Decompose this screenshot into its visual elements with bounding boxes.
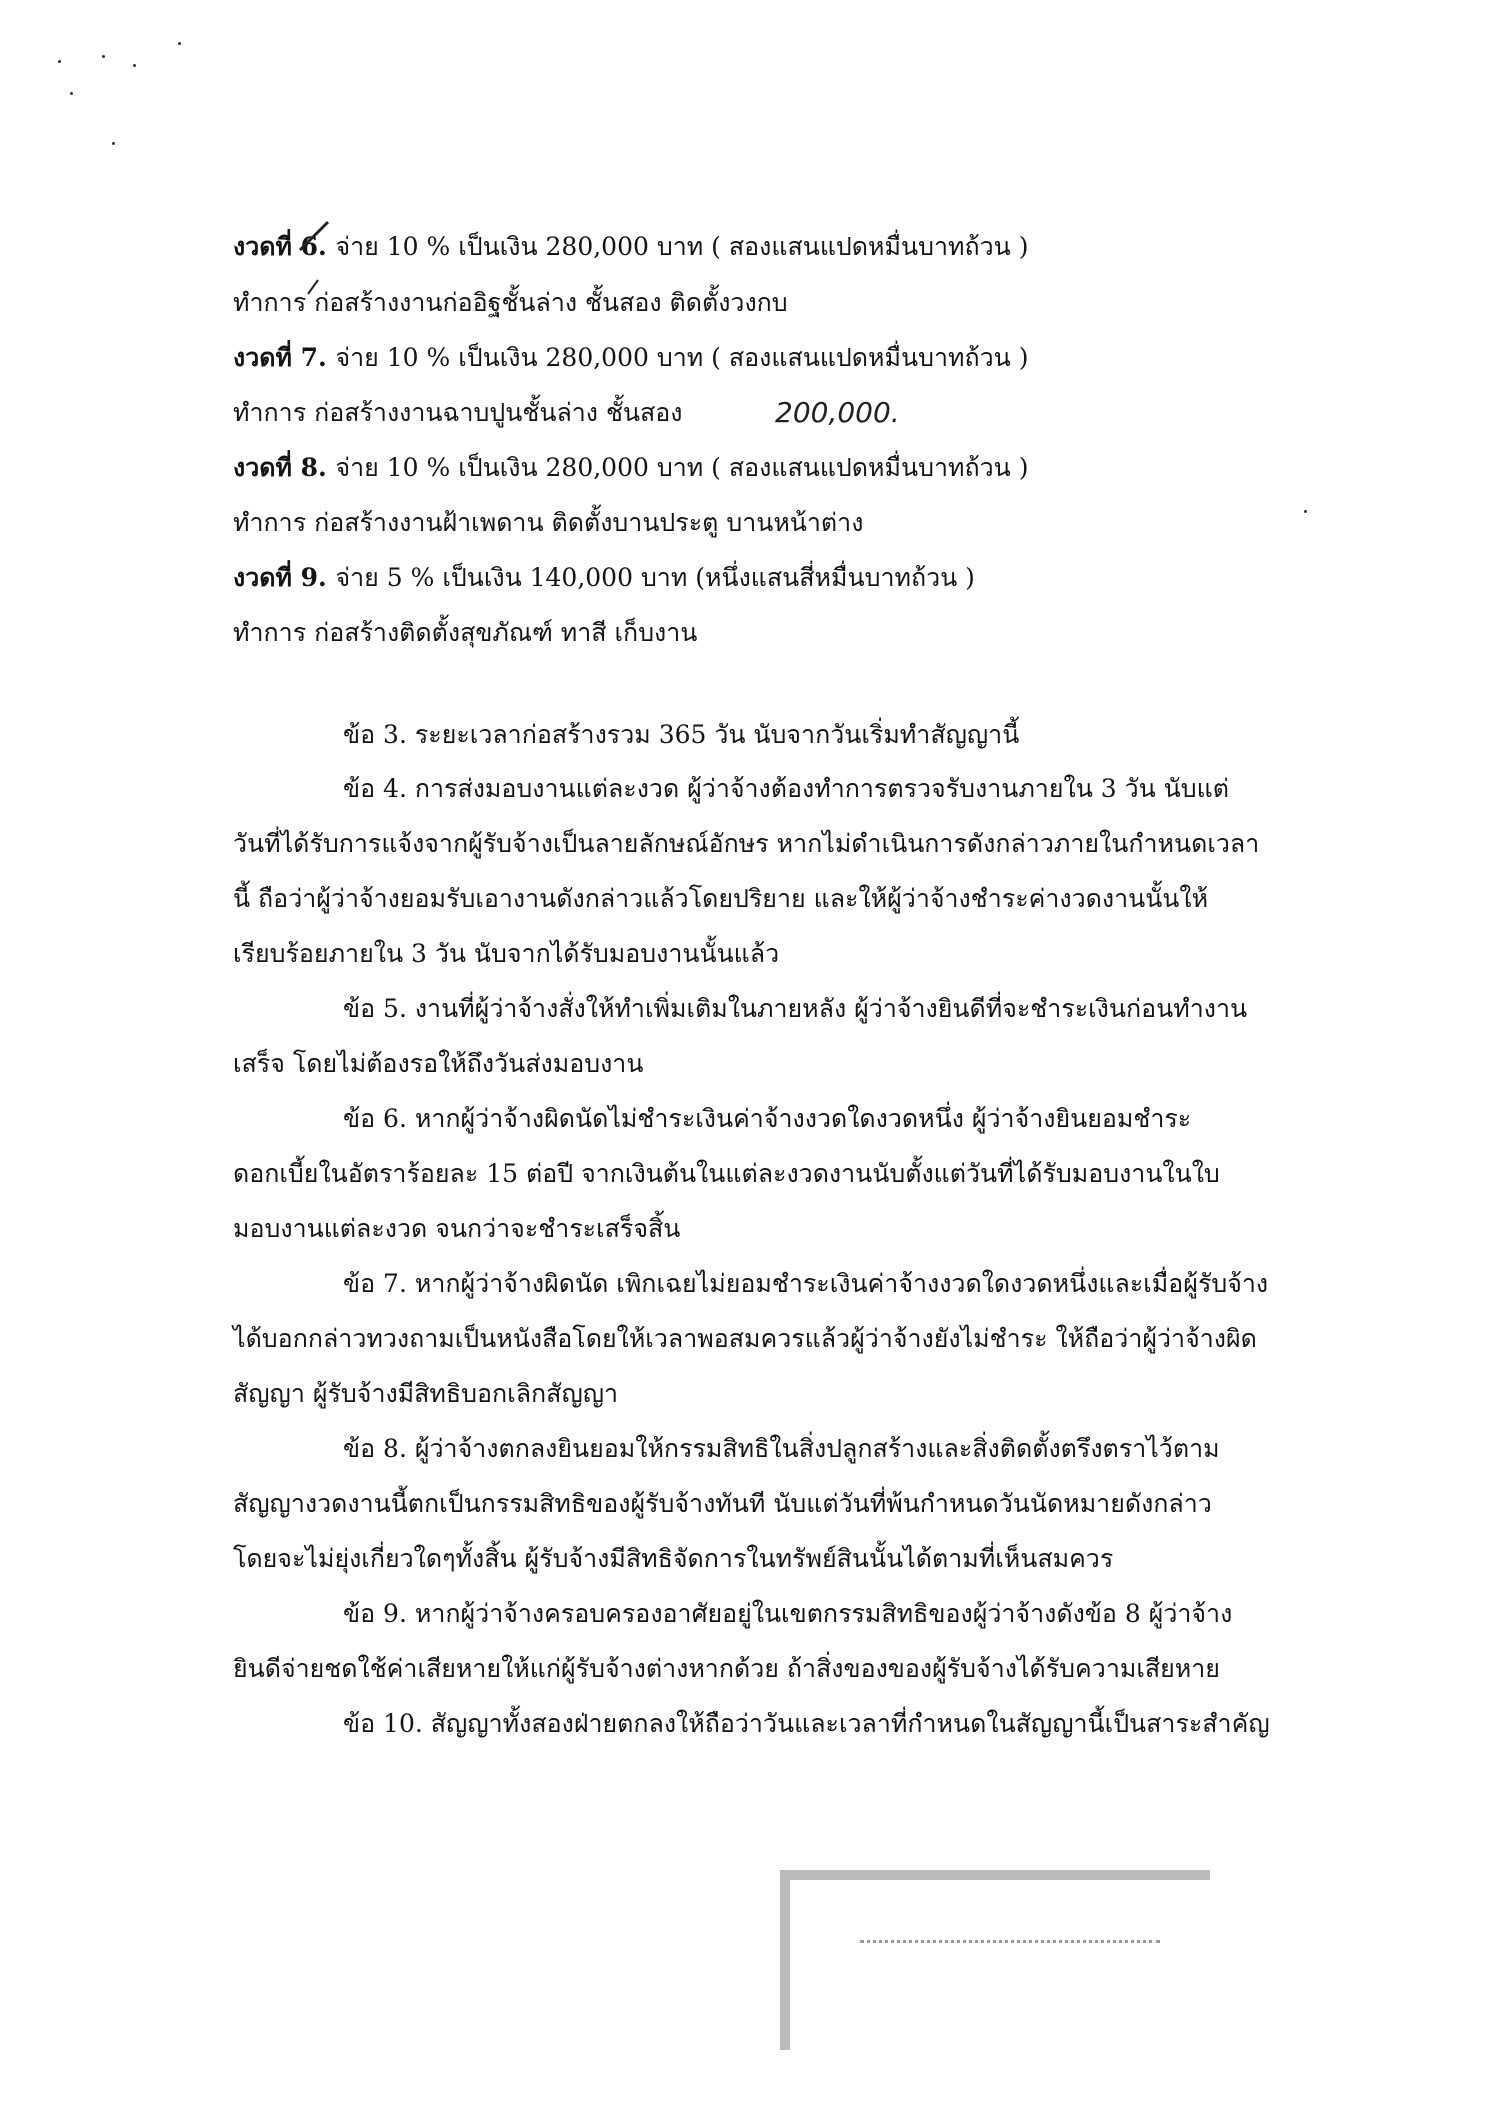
installment-8-work: ทำการ ก่อสร้างงานฝ้าเพดาน ติดตั้งบานประตู บานหน้าต่าง [233, 508, 864, 537]
clause-line: สัญญา ผู้รับจ้างมีสิทธิบอกเลิกสัญญา [233, 1379, 619, 1408]
installment-6-work: ทำการ ก่อสร้างงานก่ออิฐชั้นล่าง ชั้นสอง ติดตั้งวงกบ [233, 288, 788, 317]
clause-line: ดอกเบี้ยในอัตราร้อยละ 15 ต่อปี จากเงินต้นในแต่ละงวดงานนับตั้งแต่วันที่ได้รับมอบงานในใบ [233, 1159, 1220, 1188]
handwritten-amount: 200,000. [775, 396, 900, 429]
redacted-stamp-dots [860, 1940, 1160, 1947]
clause-line: นี้ ถือว่าผู้ว่าจ้างยอมรับเอางานดังกล่าวแล้วโดยปริยาย และให้ผู้ว่าจ้างชำระค่างวดงานนั้นให้ [233, 884, 1209, 913]
installment-text: จ่าย 10 % เป็นเงิน 280,000 บาท ( สองแสนแปดหมื่นบาทถ้วน ) [335, 343, 1029, 372]
installment-label: งวดที่ 7. [233, 343, 327, 372]
installment-label: งวดที่ 8. [233, 453, 327, 482]
clause-line: ข้อ 6. หากผู้ว่าจ้างผิดนัดไม่ชำระเงินค่าจ้างงวดใดงวดหนึ่ง ผู้ว่าจ้างยินยอมชำระ [343, 1104, 1192, 1133]
installment-9-work: ทำการ ก่อสร้างติดตั้งสุขภัณฑ์ ทาสี เก็บงาน [233, 618, 698, 647]
installment-label: งวดที่ 6. [233, 232, 327, 261]
clause-line: วันที่ได้รับการแจ้งจากผู้รับจ้างเป็นลายลักษณ์อักษร หากไม่ดำเนินการดังกล่าวภายในกำหนดเวลา [233, 829, 1260, 858]
clause-line: ได้บอกกล่าวทวงถามเป็นหนังสือโดยให้เวลาพอสมควรแล้วผู้ว่าจ้างยังไม่ชำระ ให้ถือว่าผู้ว่าจ้างผิด [233, 1324, 1257, 1353]
clause-line: ยินดีจ่ายชดใช้ค่าเสียหายให้แก่ผู้รับจ้างต่างหากด้วย ถ้าสิ่งของของผู้รับจ้างได้รับความเสียหาย [233, 1654, 1220, 1683]
clause-line: มอบงานแต่ละงวด จนกว่าจะชำระเสร็จสิ้น [233, 1214, 681, 1243]
clause-line: ข้อ 10. สัญญาทั้งสองฝ่ายตกลงให้ถือว่าวันและเวลาที่กำหนดในสัญญานี้เป็นสาระสำคัญ [343, 1709, 1270, 1738]
installment-label: งวดที่ 9. [233, 563, 327, 592]
installment-text: จ่าย 10 % เป็นเงิน 280,000 บาท ( สองแสนแปดหมื่นบาทถ้วน ) [335, 232, 1029, 261]
clause-line: โดยจะไม่ยุ่งเกี่ยวใดๆทั้งสิ้น ผู้รับจ้างมีสิทธิจัดการในทรัพย์สินนั้นได้ตามที่เห็นสมควร [233, 1544, 1114, 1573]
clause-line: สัญญางวดงานนี้ตกเป็นกรรมสิทธิของผู้รับจ้างทันที นับแต่วันที่พ้นกำหนดวันนัดหมายดังกล่าว [233, 1489, 1212, 1518]
clause-line: ข้อ 8. ผู้ว่าจ้างตกลงยินยอมให้กรรมสิทธิในสิ่งปลูกสร้างและสิ่งติดตั้งตรึงตราไว้ตาม [343, 1434, 1220, 1463]
installment-text: จ่าย 5 % เป็นเงิน 140,000 บาท (หนึ่งแสนสี่หมื่นบาทถ้วน ) [335, 563, 975, 592]
clause-line: ข้อ 9. หากผู้ว่าจ้างครอบครองอาศัยอยู่ในเขตกรรมสิทธิของผู้ว่าจ้างดังข้อ 8 ผู้ว่าจ้าง [343, 1599, 1233, 1628]
installment-7-work: ทำการ ก่อสร้างงานฉาบปูนชั้นล่าง ชั้นสอง [233, 398, 683, 427]
redacted-stamp [780, 1870, 1210, 2050]
clause-line: ข้อ 7. หากผู้ว่าจ้างผิดนัด เพิกเฉยไม่ยอมชำระเงินค่าจ้างงวดใดงวดหนึ่งและเมื่อผู้รับจ้าง [343, 1269, 1269, 1298]
clause-line: ข้อ 5. งานที่ผู้ว่าจ้างสั่งให้ทำเพิ่มเติมในภายหลัง ผู้ว่าจ้างยินดีที่จะชำระเงินก่อนทำงาน [343, 994, 1248, 1023]
clause-line: เสร็จ โดยไม่ต้องรอให้ถึงวันส่งมอบงาน [233, 1049, 644, 1078]
clause-line: เรียบร้อยภายใน 3 วัน นับจากได้รับมอบงานนั้นแล้ว [233, 939, 780, 968]
clause-line: ข้อ 3. ระยะเวลาก่อสร้างรวม 365 วัน นับจากวันเริ่มทำสัญญานี้ [343, 720, 1020, 749]
clause-line: ข้อ 4. การส่งมอบงานแต่ละงวด ผู้ว่าจ้างต้องทำการตรวจรับงานภายใน 3 วัน นับแต่ [343, 774, 1229, 803]
installment-text: จ่าย 10 % เป็นเงิน 280,000 บาท ( สองแสนแปดหมื่นบาทถ้วน ) [335, 453, 1029, 482]
